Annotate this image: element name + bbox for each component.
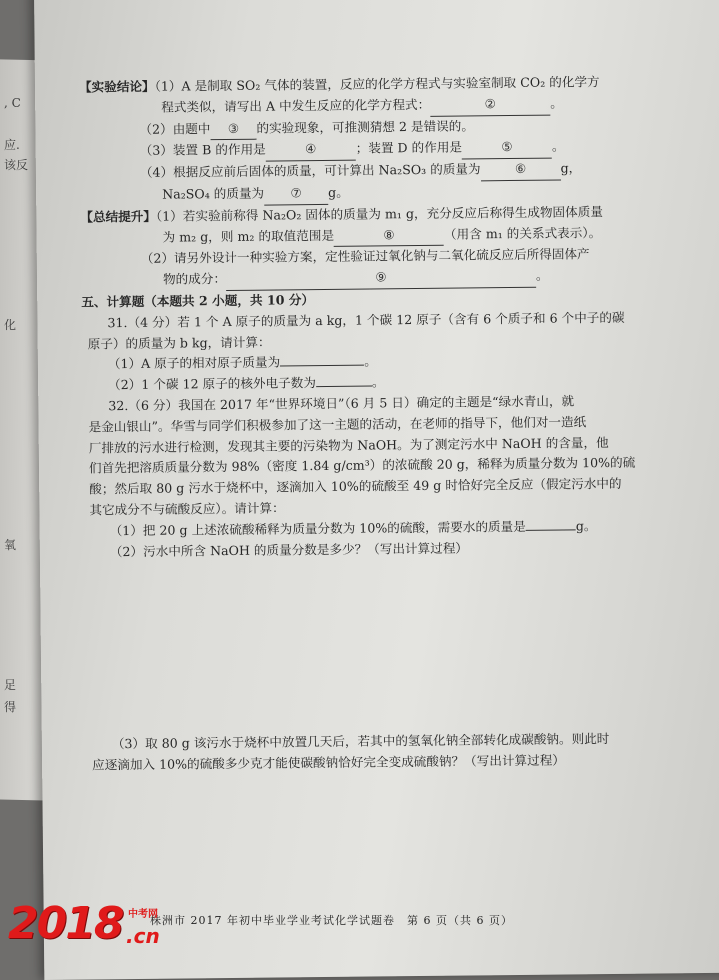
back-page-char: 该反: [4, 158, 29, 172]
answer-blank-5[interactable]: ⑤: [462, 137, 552, 160]
q31-answer-2[interactable]: [316, 386, 372, 388]
exam-page: [34, 0, 719, 980]
watermark-number: 2018: [8, 898, 123, 949]
answer-space: [85, 643, 666, 735]
answer-blank-3[interactable]: ③: [210, 118, 256, 140]
page-footer: 株洲市 2017 年初中毕业学业考试化学试题卷 第 6 页（共 6 页）: [150, 914, 513, 927]
back-page-char: 氧: [4, 538, 17, 552]
summary-q2-line1: （2）请另外设计一种实验方案，定性验证过氧化钠与二氧化硫反应后所得固体产: [140, 246, 590, 267]
conclusion-q4-line1: （4）根据反应前后固体的质量，可计算出 Na₂SO₃ 的质量为 ⑥ g，: [139, 160, 582, 181]
q32-line5: 酸；然后取 80 g 污水于烧杯中，逐滴加入 10%的硫酸至 49 g 时恰好完全反应（假定污水中的: [89, 476, 622, 497]
q31-line1: 31.（4 分）若 1 个 A 原子的质量为 a kg，1 个碳 12 原子（含有 6 个质子和 6 个中子的碳: [107, 309, 625, 331]
answer-blank-8[interactable]: ⑧: [334, 224, 444, 247]
conclusion-q1-line1: 【实验结论】（1）A 是制取 SO₂ 气体的装置，反应的化学方程式与实验室制取 CO₂ 的化学方: [78, 74, 600, 95]
q32-sub2: （2）污水中所含 NaOH 的质量分数是多少？（写出计算过程）: [109, 540, 469, 559]
q32-sub1: （1）把 20 g 上述浓硫酸稀释为质量分数为 10%的硫酸，需要水的质量是 g。: [109, 517, 597, 538]
summary-q1-line1: 【总结提升】（1）若实验前称得 Na₂O₂ 固体的质量为 m₁ g，充分反应后称得生成物固体质量: [80, 203, 603, 225]
q32-answer-1[interactable]: [526, 529, 576, 531]
conclusion-q1-line2: 程式类似，请写出 A 中发生反应的化学方程式： ② 。: [161, 95, 563, 115]
watermark-domain: .cn: [126, 924, 160, 948]
answer-blank-6[interactable]: ⑥: [480, 159, 560, 182]
q31-line2: 原子）的质量为 b kg，请计算：: [87, 334, 271, 352]
back-page-char: 足: [4, 678, 17, 692]
q32-line6: 其它成分不与硫酸反应）。请计算：: [89, 500, 285, 518]
conclusion-q4-line2: Na₂SO₄ 的质量为 ⑦ g。: [80, 179, 660, 207]
watermark-logo: [8, 898, 188, 958]
back-page-char: 应.: [4, 138, 20, 152]
answer-blank-9[interactable]: ⑨: [226, 266, 536, 291]
exam-content: [79, 71, 666, 776]
answer-blank-7[interactable]: ⑦: [264, 183, 328, 205]
answer-space: [84, 557, 665, 649]
conclusion-q3: （3）装置 B 的作用是 ④ ；装置 D 的作用是 ⑤ 。: [80, 136, 660, 164]
watermark-site: 中考网: [128, 909, 158, 920]
calc-section-title: 五、计算题（本题共 2 小题，共 10 分）: [81, 292, 315, 310]
summary-q1-line2: 为 m₂ g，则 m₂ 的取值范围是 ⑧ （用含 m₁ 的关系式表示）。: [80, 222, 660, 250]
summary-label: 【总结提升】: [80, 208, 157, 225]
q32-sub3-line1: （3）取 80 g 该污水于烧杯中放置几天后，若其中的氢氧化钠全部转化成碳酸钠。则此时: [111, 731, 610, 752]
q32-line3: 厂排放的污水进行检测，发现其主要的污染物为 NaOH。为了测定污水中 NaOH 的含量，他: [88, 434, 609, 455]
q31-answer-1[interactable]: [280, 365, 364, 367]
q32-sub3-line2: 应逐滴加入 10%的硫酸多少克才能使碳酸钠恰好完全变成硫酸钠？（写出计算过程）: [92, 752, 565, 773]
conclusion-q2: （2）由题中 ③ 的实验现象，可推测猜想 2 是错误的。: [79, 114, 659, 142]
q32-line2: 是金山银山”。华雪与同学们积极参加了这一主题的活动，在老师的指导下，他们对一造纸: [88, 413, 587, 435]
answer-blank-4[interactable]: ④: [266, 139, 356, 162]
q31-sub2: （2）1 个碳 12 原子的核外电子数为 。: [108, 374, 385, 393]
back-page-char: 化: [4, 318, 17, 332]
back-page-char: 得: [4, 700, 17, 714]
answer-blank-2[interactable]: ②: [430, 93, 550, 116]
q32-line4: 们首先把溶质质量分数为 98%（密度 1.84 g/cm³）的浓硫酸 20 g，稀释为质量分数为 10%的硫: [88, 455, 636, 476]
q31-sub1: （1）A 原子的相对原子质量为 。: [107, 353, 377, 372]
q32-line1: 32.（6 分）我国在 2017 年“世界环境日”（6 月 5 日）确定的主题是“绿水青山，就: [108, 393, 575, 414]
summary-q2-line2: 物的成分： ⑨ 。: [81, 265, 661, 293]
conclusion-label: 【实验结论】: [78, 78, 155, 95]
back-page-char: , C: [4, 96, 21, 110]
